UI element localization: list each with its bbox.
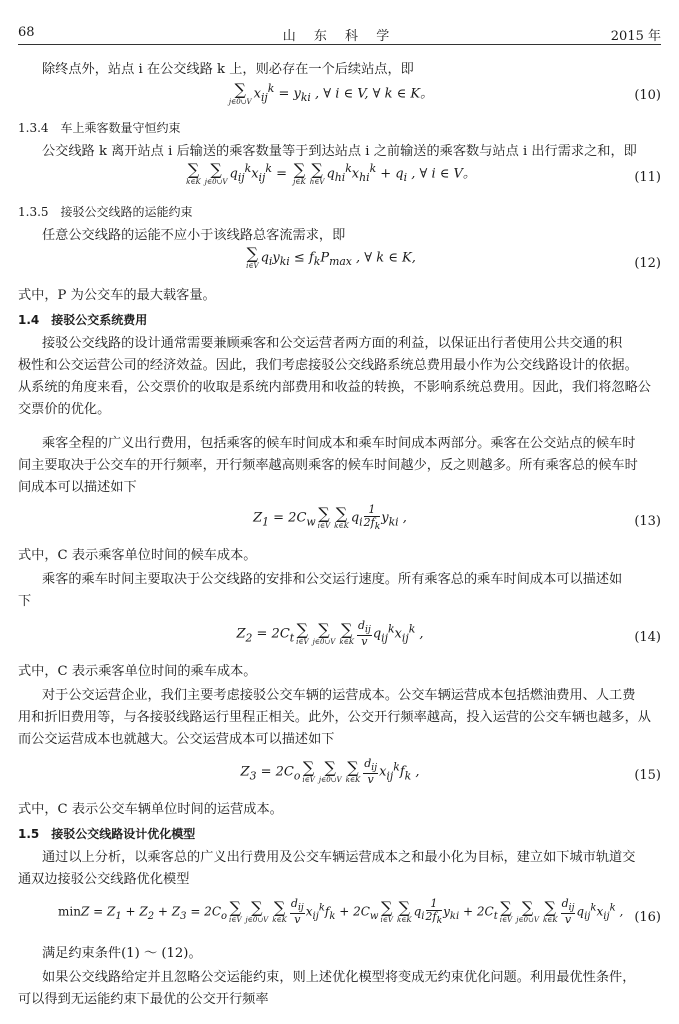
paragraph-line: 间主要取决于公交车的开行频率，开行频率越高则乘客的候车时间越少，反之则越多。所有乘客总的候车时 [18,458,638,473]
paragraph-line: 间成本可以描述如下 [18,480,137,495]
section-heading: 1.5 接驳公交线路设计优化模型 [18,827,196,841]
paragraph-line: 极性和公交运营公司的经济效益。因此，我们考虑接驳公交线路系统总费用最小作为公交线路设计的依据。 [18,358,638,373]
equation-15: $Z_3 = 2C_o$ ∑ i∈V ∑ j∈0∪V ∑ k∈K $\frac{d_{ij}}{v}$ $x_{ij}^kf_k$ , [240,757,420,787]
paragraph-line: 从系统的角度来看，公交票价的收取是系统内部费用和收益的转换，不影响系统总费用。因此，我们将忽略公 [18,380,651,395]
journal-year: 2015 年 [610,29,661,44]
equation-11: ∑ k∈K ∑ j∈0∪V $q_{ij}^kx_{ij}^k$ = ∑ j∈K ∑ h∈V $q_{hi}^kx_{hi}^k + q_i$ , ∀ i ∈ V。 [186,160,476,186]
journal-name: 山 东 科 学 [282,29,397,44]
paragraph-line: 乘客全程的广义出行费用，包括乘客的候车时间成本和乘车时间成本两部分。乘客在公交站点的候车时 [42,436,636,451]
paragraph-line: 式中，C 表示乘客单位时间的乘车成本。 [18,664,257,679]
section-heading: 1.4 接驳公交系统费用 [18,313,148,327]
page-number: 68 [18,25,35,40]
paragraph-line: 而公交运营成本也就越大。公交运营成本可以描述如下 [18,732,335,747]
paragraph-line: 如果公交线路给定并且忽略公交运能约束，则上述优化模型将变成无约束优化问题。利用最优性条件， [42,970,636,985]
subsection-heading: 1.3.5 接驳公交线路的运能约束 [18,205,193,219]
paragraph-line: 式中，C 表示乘客单位时间的候车成本。 [18,548,257,563]
equation-number: (13) [634,514,661,529]
equation-13: $Z_1 = 2C_w$ ∑ i∈V ∑ k∈K $q_i$ $\frac{1}{2f_k}$ $y_{ki}$ , [253,503,407,533]
paragraph-line: 满足约束条件(1) ～ (12)。 [42,946,202,961]
subsection-heading: 1.3.4 车上乘客数量守恒约束 [18,121,181,135]
paragraph-line: 式中，C 表示公交车辆单位时间的运营成本。 [18,802,283,817]
equation-number: (11) [634,170,661,185]
equation-16: $\min Z = Z_1 + Z_2 + Z_3 = 2C_o$ ∑ i∈V ∑ j∈0∪V ∑ k∈K $\frac{d_{ij}}{v}$ $x_{ij}^kf_k + 2C_w$ ∑ i∈V ∑ k∈K $q_i$ $\frac{1}{2f_k}$ $y_{ki} + 2C_t$ ∑ i∈V ∑ j∈0∪V ∑ k∈K $\frac{d_{ij}}{v}$ $q_{ij}^kx_{ij}^k$ , [58,897,624,927]
paragraph-line: 任意公交线路的运能不应小于该线路总客流需求，即 [42,228,346,243]
equation-number: (12) [634,256,661,271]
paragraph-line: 通双边接驳公交线路优化模型 [18,872,190,887]
paragraph-line: 除终点外，站点 i 在公交线路 k 上，则必存在一个后续站点，即 [42,62,414,77]
equation-number: (16) [634,910,661,925]
paragraph-line: 可以得到无运能约束下最优的公交开行频率 [18,992,269,1007]
equation-10: ∑ j∈0∪V $x_{ij}^k = y_{ki}$ , ∀ i ∈ V, ∀ k ∈ K。 [228,80,434,106]
paragraph-line: 公交线路 k 离开站点 i 后输送的乘客数量等于到达站点 i 之前输送的乘客数与站点 i 出行需求之和，即 [42,144,637,159]
paragraph-line: 通过以上分析，以乘客总的广义出行费用及公交车辆运营成本之和最小化为目标，建立如下城市轨道交 [42,850,636,865]
paragraph-line: 对于公交运营企业，我们主要考虑接驳公交车辆的运营成本。公交车辆运营成本包括燃油费用、人工费 [42,688,636,703]
paragraph-line: 用和折旧费用等，与各接驳线路运行里程正相关。此外，公交开行频率越高，投入运营的公交车辆也越多，从 [18,710,651,725]
equation-number: (15) [634,768,661,783]
page-header [18,22,661,45]
equation-12: ∑ i∈V $q_iy_{ki} \le f_kP_{max}$ , ∀ k ∈ K, [246,244,416,270]
paragraph-line: 接驳公交线路的设计通常需要兼顾乘客和公交运营者两方面的利益，以保证出行者使用公共交通的积 [42,336,623,351]
equation-number: (14) [634,630,661,645]
equation-number: (10) [634,88,661,103]
paragraph-line: 下 [18,594,32,609]
equation-14: $Z_2 = 2C_t$ ∑ i∈V ∑ j∈0∪V ∑ k∈K $\frac{d_{ij}}{v}$ $q_{ij}^kx_{ij}^k$ , [236,619,424,649]
paragraph-line: 交票价的优化。 [18,402,111,417]
paragraph-line: 乘客的乘车时间主要取决于公交线路的安排和公交运行速度。所有乘客总的乘车时间成本可以描述如 [42,572,623,587]
paragraph-line: 式中，P 为公交车的最大载客量。 [18,288,216,303]
